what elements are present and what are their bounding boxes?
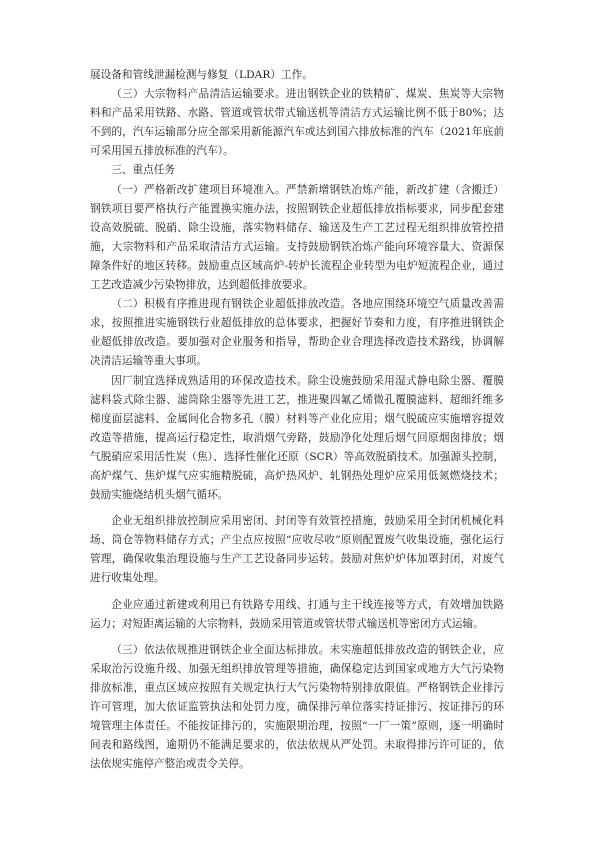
document-page [90,66,504,774]
paragraph-ldar-continuation: 展设备和管线泄漏检测与修复（LDAR）工作。 [90,69,313,81]
paragraph-project-access: （一）严格新改扩建项目环境准入。严禁新增钢铁冶炼产能，新改扩建（含搬迁）钢铁项目要严格执行产能置换实施办法，按照钢铁企业超低排放指标要求，同步配套建设高效脱硫、脱硝、除尘设施，落实物料储存、输送及生产工艺过程无组织排放管控措施，大宗物料和产品采取清洁方式运输。支持鼓励钢铁冶炼产能向环境容量大、资源保障条件好的地区转移。鼓励重点区域高炉-转炉长流程企业转型为电炉短流程企业，通过工艺改造减少污染物排放，达到超低排放要求。 [90,183,504,292]
section-heading-key-tasks: 三、重点任务 [111,164,176,177]
paragraph-clean-transport: （三）大宗物料产品清洁运输要求。进出钢铁企业的铁精矿、煤炭、焦炭等大宗物料和产品采用铁路、水路、管道或管状带式输送机等清洁方式运输比例不低于80%；达不到的，汽车运输部分应全部采用新能源汽车或达到国六排放标准的汽车（2021年底前可采用国五排放标准的汽车）。 [90,88,504,158]
paragraph-gap [90,589,504,596]
paragraph-ultra-low-emission: （二）积极有序推进现有钢铁企业超低排放改造。各地应围绕环境空气质量改善需求，按照推进实施钢铁行业超低排放的总体要求，把握好节奏和力度，有序推进钢铁企业超低排放改造。要加强对企业服务和指导，帮助企业合理选择改造技术路线，协调解决清洁运输等重大事项。 [90,298,504,368]
paragraph-gap [90,505,504,512]
paragraph-gap [90,634,504,641]
paragraph-fugitive-emission: 企业无组织排放控制应采用密闭、封闭等有效管控措施，鼓励采用全封闭机械化料场、筒仓等物料储存方式；产尘点应按照“应收尽收”原则配置废气收集设施，强化运行管理，确保收集治理设施与生产工艺设备同步运转。鼓励对焦炉炉体加罩封闭，对废气进行收集处理。 [90,515,504,585]
paragraph-tech-selection: 因厂制宜选择成熟适用的环保改造技术。除尘设施鼓励采用湿式静电除尘器、覆膜滤料袋式除尘器、滤筒除尘器等先进工艺，推进聚四氟乙烯微孔覆膜滤料、超细纤维多梯度面层滤料、金属间化合物多孔（膜）材料等产业化应用；烟气脱硫应实施增容提效改造等措施，提高运行稳定性，取消烟气旁路，鼓励净化处理后烟气回原烟囱排放；烟气脱硝应采用活性炭（焦）、选择性催化还原（SCR）等高效脱硝技术。加强源头控制，高炉煤气、焦炉煤气应实施精脱硫，高炉热风炉、轧钢热处理炉应采用低氮燃烧技术；鼓励实施烧结机头烟气循环。 [90,374,504,502]
paragraph-rail-transport: 企业应通过新建或利用已有铁路专用线、打通与主干线连接等方式，有效增加铁路运力；对短距离运输的大宗物料，鼓励采用管道或管状带式输送机等密闭方式运输。 [90,598,504,630]
paragraph-compliance: （三）依法依规推进钢铁企业全面达标排放。未实施超低排放改造的钢铁企业，应采取治污设施升级、加强无组织排放管理等措施，确保稳定达到国家或地方大气污染物排放标准，重点区域应按照有关规定执行大气污染物特别排放限值。严格钢铁企业排污许可管理，加大依证监管执法和处罚力度，确保排污单位落实持证排污、按证排污的环境管理主体责任。不能按证排污的，实施限期治理，按照“一厂一策”原则，逐一明确时间表和路线图，逾期仍不能满足要求的，依法依规从严处罚。未取得排污许可证的，依法依规实施停产整治或责令关停。 [90,643,504,771]
